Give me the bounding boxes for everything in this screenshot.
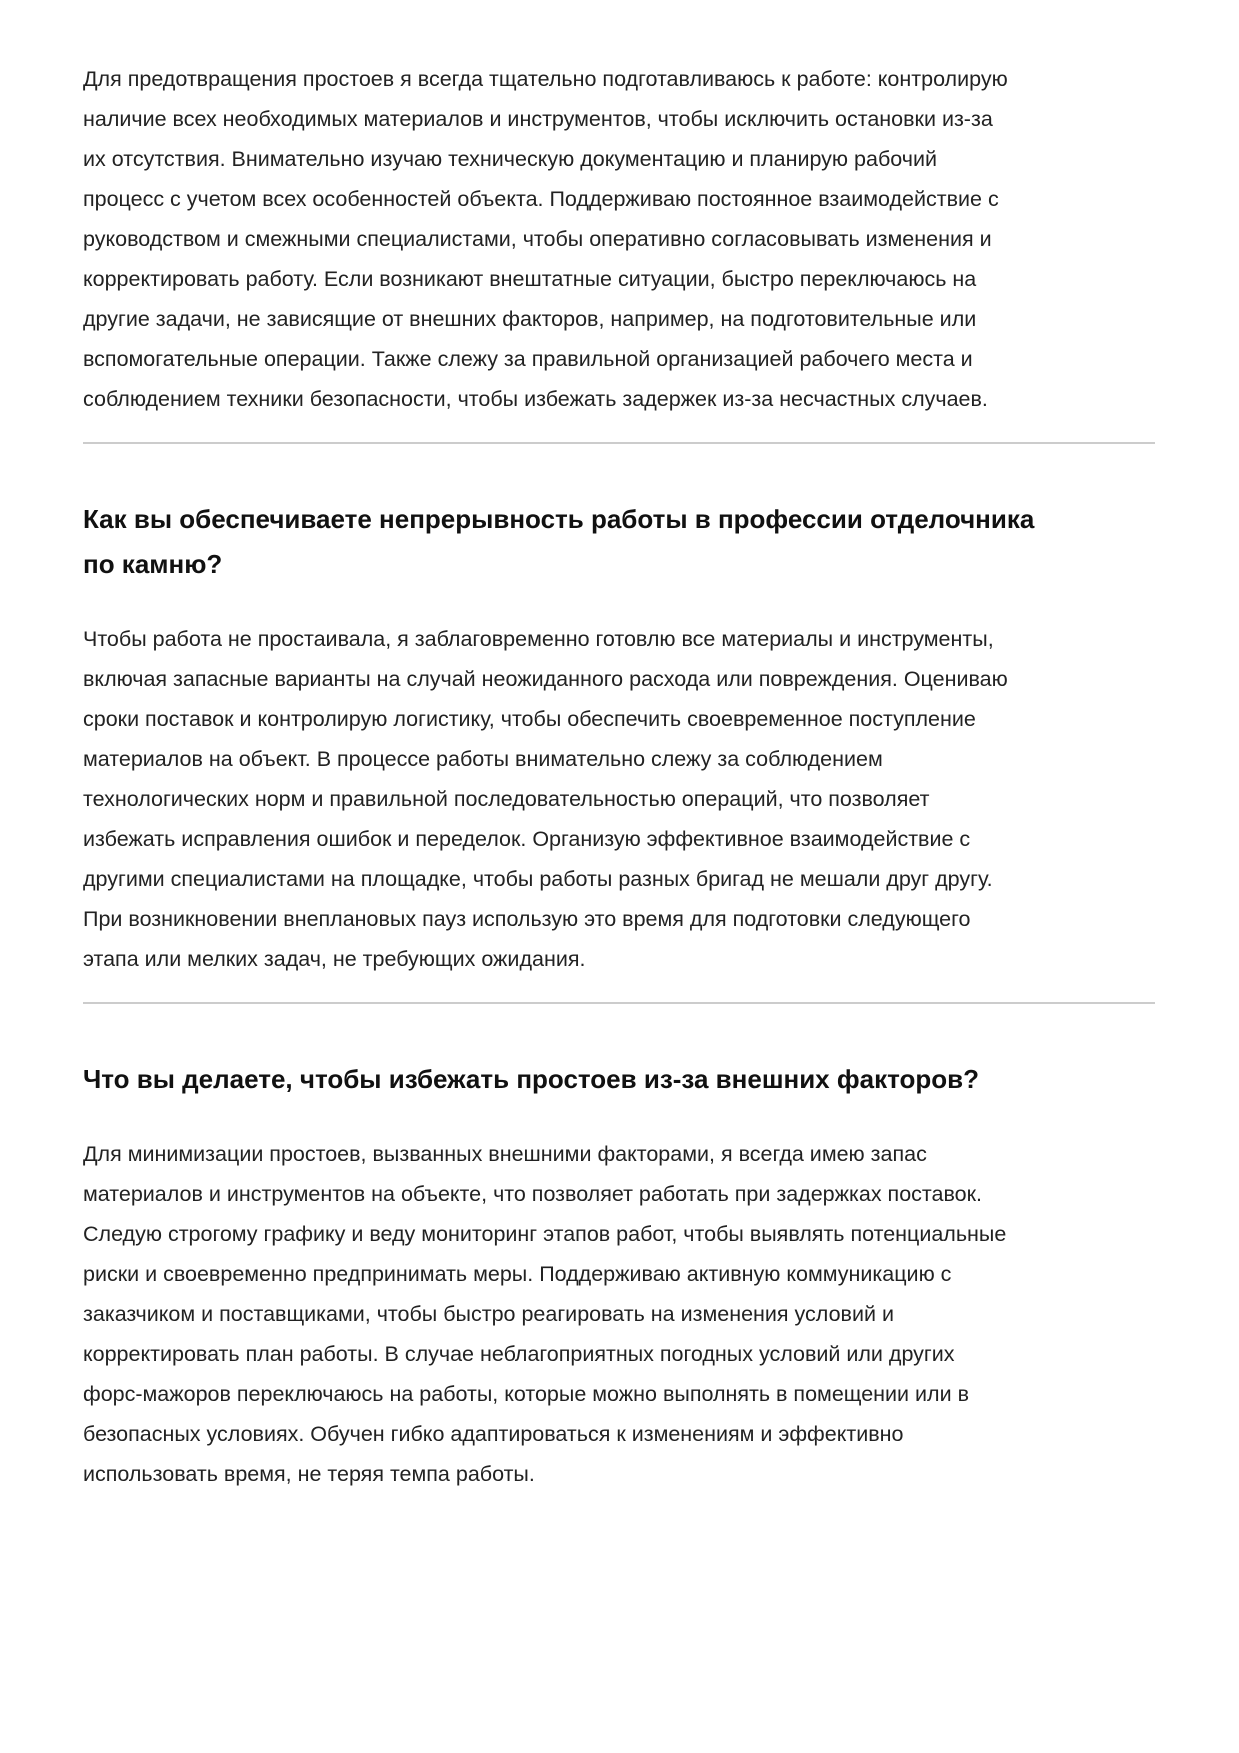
text-line: другие задачи, не зависящие от внешних факторов, например, на подготовительные или (83, 307, 977, 331)
text-line: Для минимизации простоев, вызванных внешними факторами, я всегда имею запас (83, 1142, 927, 1166)
question-heading-2 (83, 497, 1155, 587)
text-line: соблюдением техники безопасности, чтобы избежать задержек из-за несчастных случаев. (83, 387, 988, 411)
text-line: Следую строгому графику и веду мониторинг этапов работ, чтобы выявлять потенциальные (83, 1222, 1007, 1246)
text-line: включая запасные варианты на случай неожиданного расхода или повреждения. Оцениваю (83, 667, 1008, 691)
heading-line: по камню? (83, 549, 223, 579)
text-line: заказчиком и поставщиками, чтобы быстро реагировать на изменения условий и (83, 1302, 894, 1326)
text-line: этапа или мелких задач, не требующих ожидания. (83, 947, 586, 971)
section-divider (83, 442, 1155, 444)
text-line: другими специалистами на площадке, чтобы работы разных бригад не мешали друг другу. (83, 867, 993, 891)
text-line: сроки поставок и контролирую логистику, чтобы обеспечить своевременное поступление (83, 707, 976, 731)
text-line: технологических норм и правильной последовательностью операций, что позволяет (83, 787, 930, 811)
text-line: Для предотвращения простоев я всегда тщательно подготавливаюсь к работе: контролирую (83, 67, 1008, 91)
text-line: вспомогательные операции. Также слежу за правильной организацией рабочего места и (83, 347, 973, 371)
document-content (83, 59, 1155, 1494)
answer-paragraph-2 (83, 619, 1155, 979)
section-divider (83, 1002, 1155, 1004)
text-line: корректировать план работы. В случае неблагоприятных погодных условий или других (83, 1342, 955, 1366)
question-heading-3 (83, 1057, 1155, 1102)
text-line: материалов на объект. В процессе работы внимательно слежу за соблюдением (83, 747, 883, 771)
text-line: использовать время, не теряя темпа работы. (83, 1462, 535, 1486)
answer-paragraph-1 (83, 59, 1155, 419)
text-line: их отсутствия. Внимательно изучаю техническую документацию и планирую рабочий (83, 147, 937, 171)
text-line: безопасных условиях. Обучен гибко адаптироваться к изменениям и эффективно (83, 1422, 904, 1446)
text-line: корректировать работу. Если возникают внештатные ситуации, быстро переключаюсь на (83, 267, 977, 291)
text-line: наличие всех необходимых материалов и инструментов, чтобы исключить остановки из-за (83, 107, 993, 131)
text-line: Чтобы работа не простаивала, я заблаговременно готовлю все материалы и инструменты, (83, 627, 994, 651)
text-line: избежать исправления ошибок и переделок. Организую эффективное взаимодействие с (83, 827, 971, 851)
text-line: При возникновении внеплановых пауз использую это время для подготовки следующего (83, 907, 971, 931)
text-line: материалов и инструментов на объекте, что позволяет работать при задержках поставок. (83, 1182, 982, 1206)
text-line: руководством и смежными специалистами, чтобы оперативно согласовывать изменения и (83, 227, 992, 251)
text-line: форс-мажоров переключаюсь на работы, которые можно выполнять в помещении или в (83, 1382, 970, 1406)
heading-line: Как вы обеспечиваете непрерывность работы в профессии отделочника (83, 504, 1035, 534)
text-line: риски и своевременно предпринимать меры. Поддерживаю активную коммуникацию с (83, 1262, 952, 1286)
heading-line: Что вы делаете, чтобы избежать простоев из-за внешних факторов? (83, 1064, 979, 1094)
answer-paragraph-3 (83, 1134, 1155, 1494)
text-line: процесс с учетом всех особенностей объекта. Поддерживаю постоянное взаимодействие с (83, 187, 999, 211)
